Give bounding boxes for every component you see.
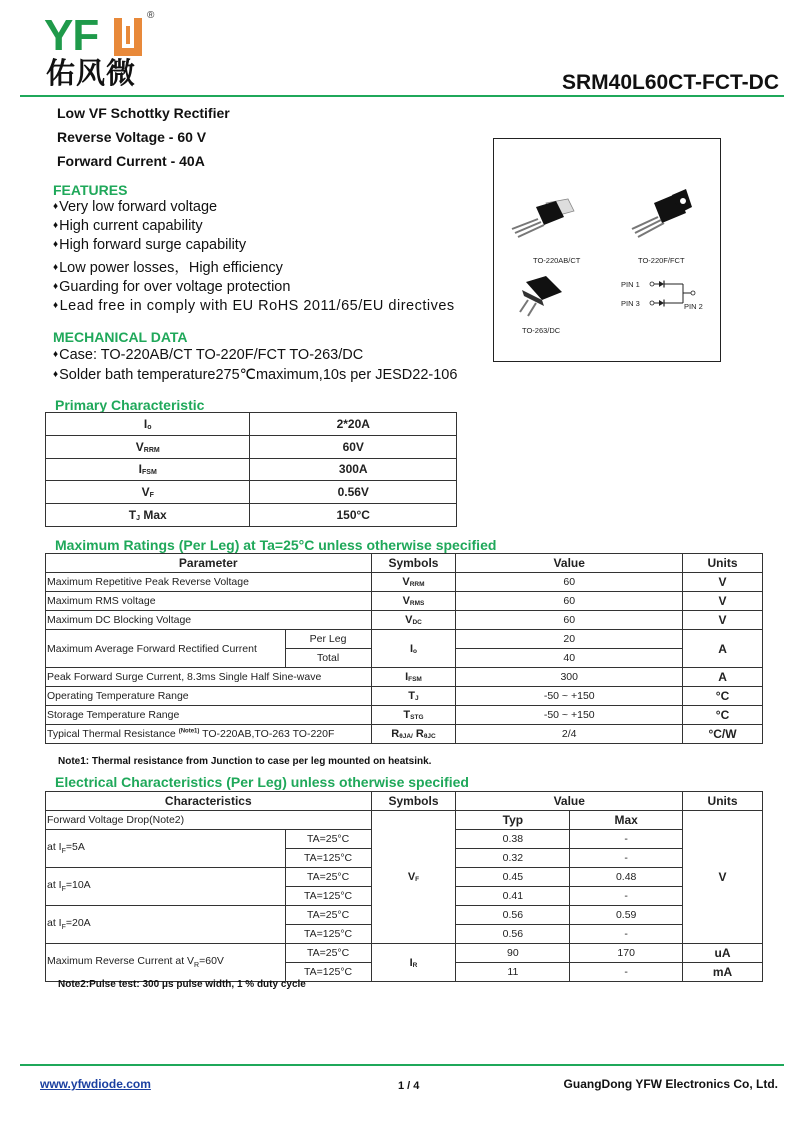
diamond-bullet-icon: ♦ (53, 262, 59, 273)
characteristic-cell: Forward Voltage Drop(Note2) (46, 811, 372, 830)
value-cell: 60 (456, 573, 683, 592)
max-ratings-heading: Maximum Ratings (Per Leg) at Ta=25°C unless otherwise specified (55, 537, 497, 553)
package-figure (493, 138, 721, 362)
package-label: TO-220AB/CT (533, 256, 581, 265)
unit-cell: V (683, 592, 763, 611)
diamond-bullet-icon: ♦ (53, 220, 59, 231)
primary-characteristic-table (45, 412, 457, 527)
symbol-cell: $I_{FSM}$ (371, 668, 456, 687)
value-cell: 60 (456, 592, 683, 611)
footer-divider (20, 1064, 784, 1066)
product-type: Low VF Schottky Rectifier (57, 105, 230, 121)
col-header-units: Units (683, 792, 763, 811)
characteristic-cell: at $I_F=5A$ (46, 830, 286, 868)
reverse-voltage: Reverse Voltage - 60 V (57, 129, 207, 145)
col-header-typ: Typ (456, 811, 570, 830)
page-number: 1 / 4 (398, 1080, 420, 1092)
value-cell: 60V (250, 435, 457, 458)
typ-cell: 0.41 (456, 887, 570, 906)
unit-cell: A (683, 630, 763, 668)
typ-cell: 0.45 (456, 868, 570, 887)
diamond-bullet-icon: ♦ (53, 201, 59, 212)
symbol-cell: $V_{RMS}$ (371, 592, 456, 611)
max-cell: 0.59 (570, 906, 683, 925)
typ-cell: 0.56 (456, 906, 570, 925)
max-cell: 170 (570, 944, 683, 963)
parameter-cell: Maximum DC Blocking Voltage (46, 611, 372, 630)
registered-mark: ® (147, 10, 155, 21)
unit-cell: °C/W (683, 725, 763, 744)
to220f-package-icon (626, 189, 696, 245)
feature-item: ♦Lead free in comply with EU RoHS 2011/65/EU directives (53, 298, 455, 314)
max-cell: - (570, 830, 683, 849)
package-label: TO-220F/FCT (638, 256, 685, 265)
logo-chinese: 佑风微 (46, 58, 137, 90)
col-header-value: Value (456, 792, 683, 811)
value-cell: -50 ~ +150 (456, 687, 683, 706)
col-header-symbols: Symbols (371, 792, 456, 811)
table-row (46, 481, 457, 504)
symbol-cell: $T_{STG}$ (371, 706, 456, 725)
condition-cell: TA=25°C (285, 830, 371, 849)
pin-label: PIN 2 (684, 302, 703, 311)
condition-cell: TA=125°C (285, 963, 371, 982)
symbol-cell: $V_{DC}$ (371, 611, 456, 630)
condition-cell: TA=25°C (285, 944, 371, 963)
parameter-cell: Maximum Repetitive Peak Reverse Voltage (46, 573, 372, 592)
electrical-table (45, 791, 763, 982)
table-row (46, 504, 457, 527)
condition-cell: TA=25°C (285, 906, 371, 925)
value-cell: 2*20A (250, 413, 457, 436)
diode-schematic-icon (649, 277, 709, 311)
characteristic-cell: at $I_F=10A$ (46, 868, 286, 906)
col-header-parameter: Parameter (46, 554, 372, 573)
pin-label: PIN 1 (621, 280, 640, 289)
unit-cell: mA (683, 963, 763, 982)
symbol-cell: $I_o$ (371, 630, 456, 668)
to220ab-package-icon (508, 197, 578, 243)
unit-cell: °C (683, 687, 763, 706)
parameter-cell: Peak Forward Surge Current, 8.3ms Single Half Sine-wave (46, 668, 372, 687)
value-cell: 40 (456, 649, 683, 668)
logo-letters: YF (44, 11, 99, 60)
max-cell: - (570, 849, 683, 868)
symbol-cell: $R_{\theta JA/}$ $R_{\theta JC}$ (371, 725, 456, 744)
to263-package-icon (512, 276, 572, 322)
parameter-cell: Maximum RMS voltage (46, 592, 372, 611)
parameter-cell: Operating Temperature Range (46, 687, 372, 706)
primary-characteristic-heading: Primary Characteristic (55, 397, 205, 413)
unit-cell: V (683, 573, 763, 592)
diamond-bullet-icon: ♦ (53, 239, 59, 250)
unit-cell: A (683, 668, 763, 687)
characteristic-cell: at $I_F=20A$ (46, 906, 286, 944)
max-cell: - (570, 887, 683, 906)
diamond-bullet-icon: ♦ (53, 281, 59, 292)
feature-item: ♦Guarding for over voltage protection (53, 279, 291, 295)
table-row (46, 630, 763, 649)
table-row (46, 687, 763, 706)
value-cell: 60 (456, 611, 683, 630)
mechanical-item: ♦Solder bath temperature275℃maximum,10s per JESD22-106 (53, 367, 458, 383)
condition-cell: TA=125°C (285, 887, 371, 906)
symbol-cell: $T_J$ Max (46, 504, 250, 527)
symbol-cell: $V_F$ (371, 811, 456, 944)
table-row (46, 944, 763, 963)
features-heading: FEATURES (53, 182, 128, 198)
typ-cell: 0.56 (456, 925, 570, 944)
typ-cell: 90 (456, 944, 570, 963)
table-row (46, 725, 763, 744)
feature-item: ♦Very low forward voltage (53, 199, 218, 215)
sub-parameter-cell: Total (285, 649, 371, 668)
table-row (46, 668, 763, 687)
value-cell: 0.56V (250, 481, 457, 504)
logo-u-icon (114, 18, 142, 56)
header-divider (20, 95, 784, 97)
parameter-cell: Storage Temperature Range (46, 706, 372, 725)
symbol-cell: $T_J$ (371, 687, 456, 706)
symbol-cell: $V_{RRM}$ (371, 573, 456, 592)
diamond-bullet-icon: ♦ (53, 349, 59, 360)
value-cell: 2/4 (456, 725, 683, 744)
diamond-bullet-icon: ♦ (53, 369, 59, 380)
max-ratings-table (45, 553, 763, 744)
typ-cell: 11 (456, 963, 570, 982)
unit-cell: uA (683, 944, 763, 963)
max-cell: - (570, 925, 683, 944)
table-row (46, 435, 457, 458)
table-row (46, 611, 763, 630)
note1: Note1: Thermal resistance from Junction to case per leg mounted on heatsink. (58, 756, 432, 767)
unit-cell: °C (683, 706, 763, 725)
electrical-heading: Electrical Characteristics (Per Leg) unless otherwise specified (55, 774, 469, 790)
col-header-max: Max (570, 811, 683, 830)
mechanical-heading: MECHANICAL DATA (53, 329, 188, 345)
symbol-cell: $I_{FSM}$ (46, 458, 250, 481)
value-cell: 300 (456, 668, 683, 687)
table-header-row (46, 554, 763, 573)
diamond-bullet-icon: ♦ (53, 300, 59, 311)
table-row (46, 413, 457, 436)
col-header-characteristics: Characteristics (46, 792, 372, 811)
table-row (46, 811, 763, 830)
table-row (46, 706, 763, 725)
max-cell: - (570, 963, 683, 982)
value-cell: 150°C (250, 504, 457, 527)
table-row (46, 592, 763, 611)
mechanical-item: ♦Case: TO-220AB/CT TO-220F/FCT TO-263/DC (53, 347, 364, 363)
sub-parameter-cell: Per Leg (285, 630, 371, 649)
feature-item: ♦High forward surge capability (53, 237, 247, 253)
website-link[interactable]: www.yfwdiode.com (40, 1077, 151, 1091)
max-cell: 0.48 (570, 868, 683, 887)
symbol-cell: $I_R$ (371, 944, 456, 982)
forward-current: Forward Current - 40A (57, 153, 205, 169)
symbol-cell: $V_{RRM}$ (46, 435, 250, 458)
condition-cell: TA=25°C (285, 868, 371, 887)
parameter-cell: Typical Thermal Resistance $^{(Note1)}$ TO-220AB,TO-263 TO-220F (46, 725, 372, 744)
table-header-row (46, 792, 763, 811)
unit-cell: V (683, 611, 763, 630)
value-cell: -50 ~ +150 (456, 706, 683, 725)
value-cell: 20 (456, 630, 683, 649)
unit-cell: V (683, 811, 763, 944)
typ-cell: 0.32 (456, 849, 570, 868)
table-row (46, 573, 763, 592)
col-header-value: Value (456, 554, 683, 573)
condition-cell: TA=125°C (285, 925, 371, 944)
part-number-title: SRM40L60CT-FCT-DC (561, 71, 779, 94)
feature-item: ♦High current capability (53, 218, 203, 234)
condition-cell: TA=125°C (285, 849, 371, 868)
value-cell: 300A (250, 458, 457, 481)
symbol-cell: $V_F$ (46, 481, 250, 504)
symbol-cell: $I_o$ (46, 413, 250, 436)
typ-cell: 0.38 (456, 830, 570, 849)
note2: Note2:Pulse test: 300 μs pulse width, 1 % duty cycle (58, 979, 306, 990)
col-header-units: Units (683, 554, 763, 573)
feature-item: ♦Low power losses，High efficiency (53, 260, 283, 276)
company-name: GuangDong YFW Electronics Co, Ltd. (563, 1077, 778, 1091)
table-row (46, 458, 457, 481)
col-header-symbols: Symbols (371, 554, 456, 573)
characteristic-cell: Maximum Reverse Current at $V_R=60V$ (46, 944, 286, 982)
parameter-cell: Maximum Average Forward Rectified Current (46, 630, 286, 668)
pin-label: PIN 3 (621, 299, 640, 308)
package-label: TO-263/DC (522, 326, 561, 335)
